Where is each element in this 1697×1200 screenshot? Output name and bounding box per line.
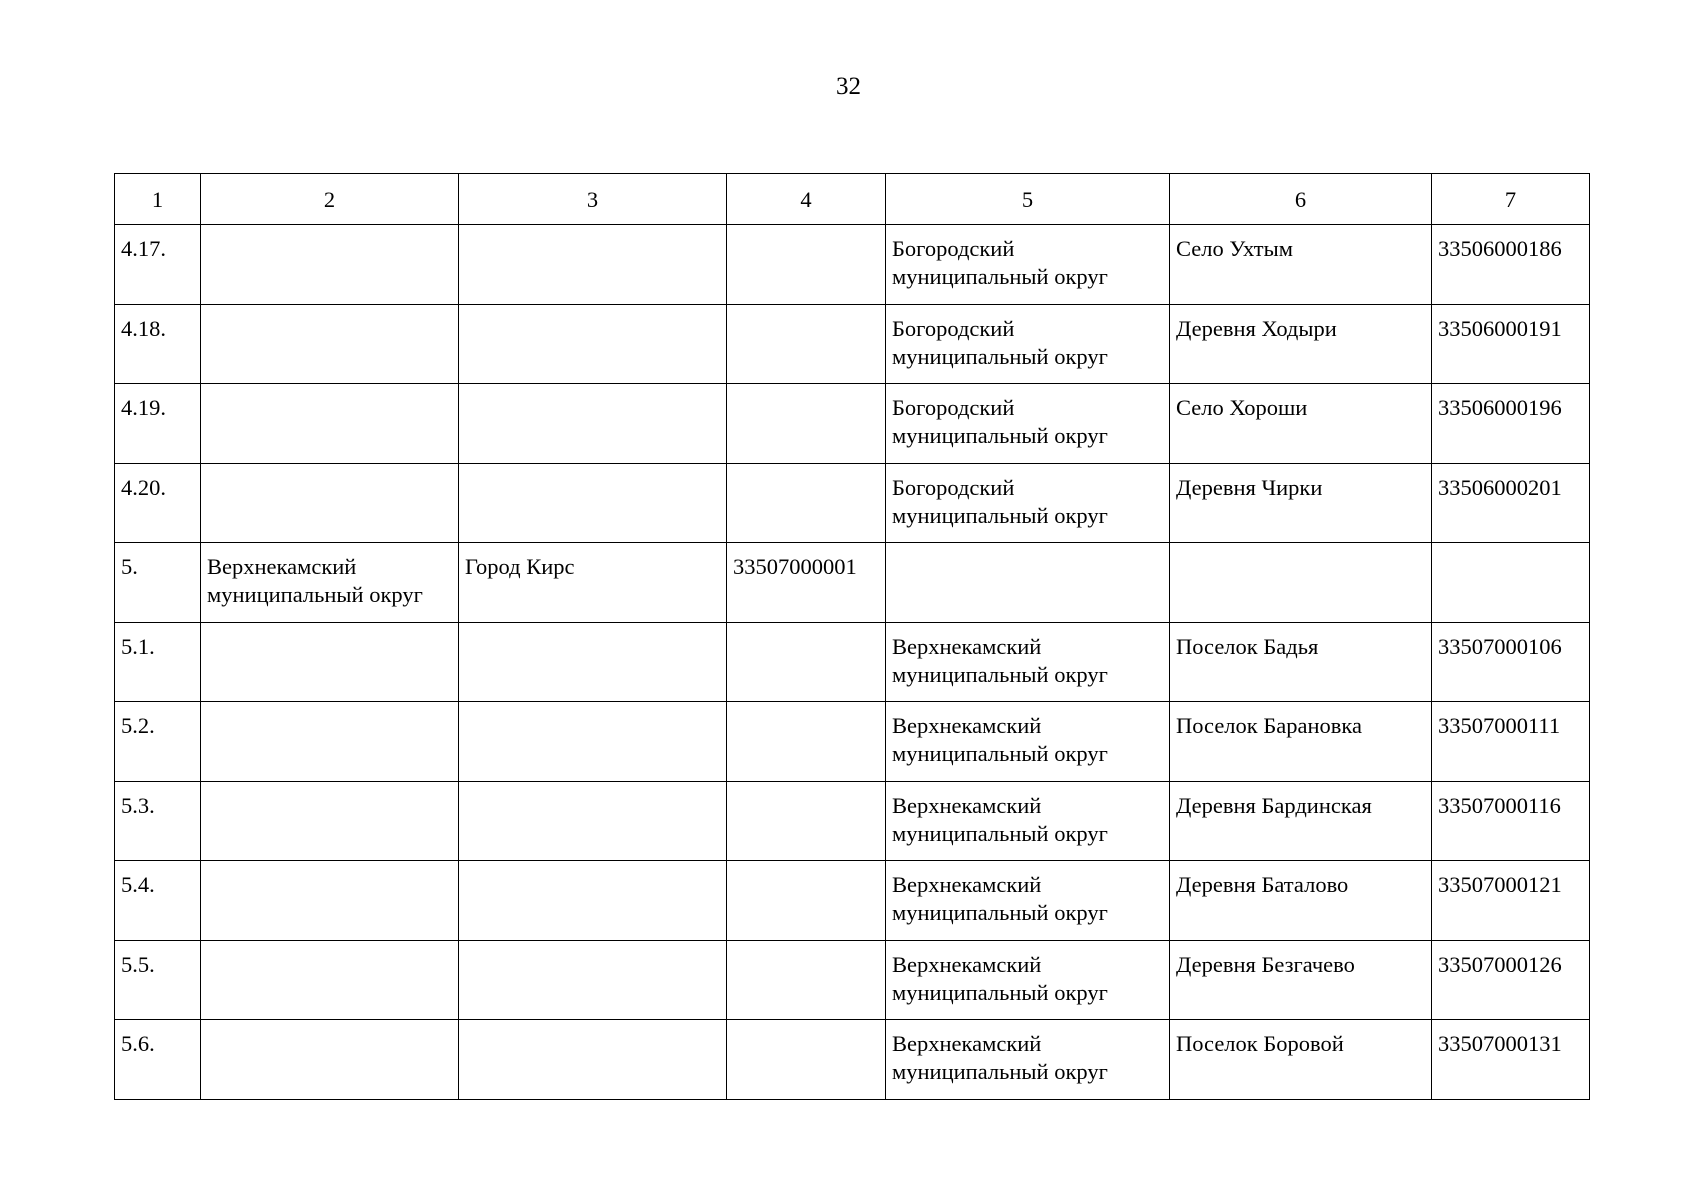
table-row <box>115 622 1590 702</box>
table-row <box>115 384 1590 464</box>
header-cell-3: 3 <box>459 174 727 225</box>
cell-settlement-code: 33507000131 <box>1432 1020 1590 1100</box>
cell-row-number: 5.2. <box>115 702 201 782</box>
cell-district-name <box>201 384 459 464</box>
cell-settlement-code: 33507000106 <box>1432 622 1590 702</box>
cell-district-code <box>727 702 886 782</box>
cell-settlement-center <box>459 622 727 702</box>
cell-row-number: 4.19. <box>115 384 201 464</box>
cell-row-number: 5. <box>115 543 201 623</box>
cell-municipal-okrug: Верхнекамский муниципальный округ <box>886 940 1170 1020</box>
cell-district-name <box>201 702 459 782</box>
header-cell-1: 1 <box>115 174 201 225</box>
cell-district-code: 33507000001 <box>727 543 886 623</box>
cell-row-number: 4.17. <box>115 225 201 305</box>
table-row <box>115 702 1590 782</box>
table-row <box>115 225 1590 305</box>
table-body <box>115 225 1590 1100</box>
cell-district-name <box>201 781 459 861</box>
cell-settlement-name: Деревня Баталово <box>1170 861 1432 941</box>
cell-row-number: 5.3. <box>115 781 201 861</box>
cell-row-number: 5.5. <box>115 940 201 1020</box>
table-header <box>115 174 1590 225</box>
cell-district-code <box>727 225 886 305</box>
cell-settlement-center <box>459 304 727 384</box>
cell-district-code <box>727 622 886 702</box>
table-row <box>115 940 1590 1020</box>
cell-district-name <box>201 463 459 543</box>
cell-settlement-name: Деревня Бардинская <box>1170 781 1432 861</box>
cell-settlement-code: 33506000196 <box>1432 384 1590 464</box>
page-number: 32 <box>836 73 861 100</box>
cell-row-number: 5.6. <box>115 1020 201 1100</box>
cell-district-code <box>727 861 886 941</box>
cell-row-number: 5.4. <box>115 861 201 941</box>
header-cell-6: 6 <box>1170 174 1432 225</box>
cell-district-name <box>201 304 459 384</box>
cell-municipal-okrug: Верхнекамский муниципальный округ <box>886 622 1170 702</box>
cell-settlement-code: 33507000126 <box>1432 940 1590 1020</box>
cell-settlement-center <box>459 225 727 305</box>
cell-district-code <box>727 384 886 464</box>
cell-district-code <box>727 304 886 384</box>
cell-row-number: 4.18. <box>115 304 201 384</box>
header-cell-7: 7 <box>1432 174 1590 225</box>
cell-district-code <box>727 1020 886 1100</box>
table-row <box>115 463 1590 543</box>
header-cell-5: 5 <box>886 174 1170 225</box>
cell-municipal-okrug: Верхнекамский муниципальный округ <box>886 861 1170 941</box>
cell-district-name: Верхнекамский муниципальный округ <box>201 543 459 623</box>
cell-district-code <box>727 781 886 861</box>
cell-settlement-name <box>1170 543 1432 623</box>
cell-settlement-center <box>459 463 727 543</box>
cell-municipal-okrug: Верхнекамский муниципальный округ <box>886 1020 1170 1100</box>
cell-settlement-code: 33507000116 <box>1432 781 1590 861</box>
cell-municipal-okrug: Богородский муниципальный округ <box>886 384 1170 464</box>
table-row <box>115 1020 1590 1100</box>
cell-settlement-center <box>459 1020 727 1100</box>
cell-settlement-center <box>459 861 727 941</box>
cell-settlement-code: 33506000191 <box>1432 304 1590 384</box>
cell-settlement-name: Деревня Ходыри <box>1170 304 1432 384</box>
cell-settlement-code: 33507000111 <box>1432 702 1590 782</box>
cell-municipal-okrug: Богородский муниципальный округ <box>886 463 1170 543</box>
cell-row-number: 5.1. <box>115 622 201 702</box>
cell-settlement-center <box>459 702 727 782</box>
cell-settlement-code: 33507000121 <box>1432 861 1590 941</box>
cell-district-code <box>727 940 886 1020</box>
cell-municipal-okrug: Богородский муниципальный округ <box>886 225 1170 305</box>
cell-settlement-center: Город Кирс <box>459 543 727 623</box>
cell-settlement-name: Село Ухтым <box>1170 225 1432 305</box>
cell-settlement-name: Село Хороши <box>1170 384 1432 464</box>
cell-district-name <box>201 622 459 702</box>
cell-settlement-center <box>459 384 727 464</box>
cell-municipal-okrug: Верхнекамский муниципальный округ <box>886 702 1170 782</box>
cell-district-name <box>201 940 459 1020</box>
cell-settlement-name: Поселок Боровой <box>1170 1020 1432 1100</box>
cell-settlement-code: 33506000186 <box>1432 225 1590 305</box>
header-cell-4: 4 <box>727 174 886 225</box>
header-row <box>115 174 1590 225</box>
table-row <box>115 304 1590 384</box>
cell-municipal-okrug <box>886 543 1170 623</box>
cell-municipal-okrug: Верхнекамский муниципальный округ <box>886 781 1170 861</box>
cell-municipal-okrug: Богородский муниципальный округ <box>886 304 1170 384</box>
cell-settlement-name: Поселок Бадья <box>1170 622 1432 702</box>
header-cell-2: 2 <box>201 174 459 225</box>
cell-settlement-code: 33506000201 <box>1432 463 1590 543</box>
cell-settlement-name: Поселок Барановка <box>1170 702 1432 782</box>
table-row <box>115 861 1590 941</box>
cell-settlement-name: Деревня Чирки <box>1170 463 1432 543</box>
cell-settlement-center <box>459 940 727 1020</box>
table-row <box>115 781 1590 861</box>
registry-table <box>114 173 1590 1100</box>
cell-district-name <box>201 1020 459 1100</box>
table-row <box>115 543 1590 623</box>
cell-district-name <box>201 861 459 941</box>
cell-settlement-code <box>1432 543 1590 623</box>
cell-row-number: 4.20. <box>115 463 201 543</box>
cell-settlement-center <box>459 781 727 861</box>
cell-district-code <box>727 463 886 543</box>
cell-district-name <box>201 225 459 305</box>
cell-settlement-name: Деревня Безгачево <box>1170 940 1432 1020</box>
